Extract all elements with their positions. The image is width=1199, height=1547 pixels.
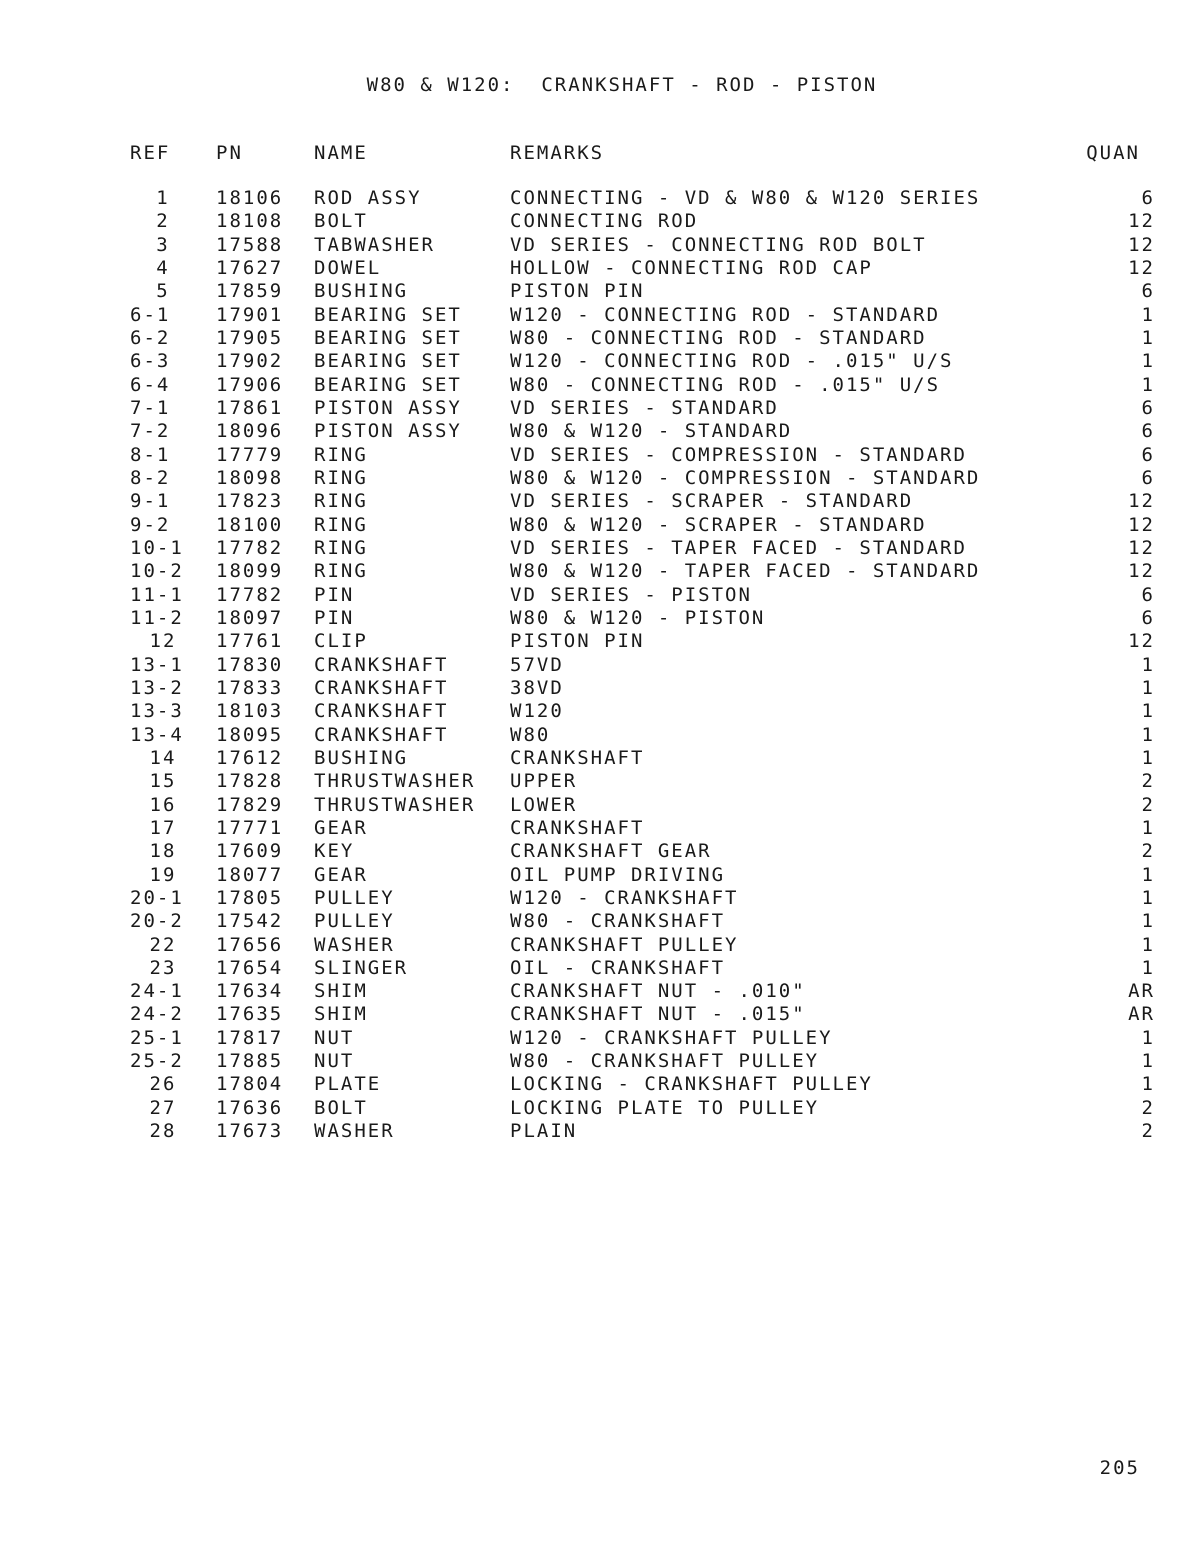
cell-quan: 12 — [1128, 560, 1155, 583]
cell-name: CRANKSHAFT — [314, 723, 449, 746]
cell-pn: 18077 — [216, 863, 284, 886]
cell-name: GEAR — [314, 816, 368, 839]
table-row — [0, 747, 1199, 770]
cell-remarks: W80 & W120 - PISTON — [510, 606, 766, 629]
cell-pn: 17805 — [216, 886, 284, 909]
cell-ref: 16 — [149, 793, 177, 816]
cell-ref: 20-1 — [130, 886, 184, 909]
cell-ref: 17 — [149, 816, 177, 839]
page-number: 205 — [1099, 1457, 1140, 1479]
cell-quan: 6 — [1141, 396, 1155, 419]
table-row — [0, 444, 1199, 467]
cell-name: KEY — [314, 840, 355, 863]
cell-ref: 23 — [149, 956, 177, 979]
cell-quan: 1 — [1141, 676, 1155, 699]
cell-pn: 17654 — [216, 956, 284, 979]
cell-quan: 1 — [1141, 956, 1155, 979]
cell-remarks: CONNECTING - VD & W80 & W120 SERIES — [510, 187, 981, 209]
cell-remarks: W120 - CRANKSHAFT PULLEY — [510, 1026, 833, 1049]
cell-ref: 15 — [149, 770, 177, 793]
cell-pn: 17612 — [216, 746, 284, 769]
cell-quan: 2 — [1141, 1096, 1155, 1119]
table-row — [0, 257, 1199, 280]
cell-name: TABWASHER — [314, 233, 435, 256]
header-quan: QUAN — [1086, 142, 1140, 164]
cell-quan: 6 — [1141, 443, 1155, 466]
cell-name: SLINGER — [314, 956, 409, 979]
cell-ref: 25-2 — [130, 1050, 184, 1073]
cell-remarks: PISTON PIN — [510, 280, 645, 303]
cell-ref: 3 — [156, 233, 170, 256]
cell-pn: 17828 — [216, 770, 284, 793]
table-row — [0, 910, 1199, 933]
cell-ref: 2 — [156, 210, 170, 233]
cell-name: PISTON ASSY — [314, 420, 462, 443]
table-row — [0, 350, 1199, 373]
cell-ref: 10-1 — [130, 536, 184, 559]
cell-pn: 17817 — [216, 1026, 284, 1049]
cell-pn: 17673 — [216, 1120, 284, 1143]
cell-name: DOWEL — [314, 256, 382, 279]
table-row — [0, 724, 1199, 747]
cell-name: WASHER — [314, 1120, 395, 1143]
cell-pn: 18096 — [216, 420, 284, 443]
cell-name: CRANKSHAFT — [314, 700, 449, 723]
table-row — [0, 957, 1199, 980]
cell-remarks: CRANKSHAFT NUT - .010" — [510, 980, 806, 1003]
cell-name: THRUSTWASHER — [314, 793, 476, 816]
cell-name: BOLT — [314, 1096, 368, 1119]
cell-quan: 2 — [1141, 1120, 1155, 1143]
table-row — [0, 187, 1199, 210]
cell-quan: 2 — [1141, 793, 1155, 816]
cell-quan: 12 — [1128, 490, 1155, 513]
table-row — [0, 817, 1199, 840]
cell-quan: 1 — [1141, 746, 1155, 769]
cell-remarks: W80 - CONNECTING ROD - STANDARD — [510, 326, 927, 349]
cell-ref: 12 — [149, 630, 177, 653]
cell-pn: 17861 — [216, 396, 284, 419]
cell-remarks: W120 - CONNECTING ROD - .015" U/S — [510, 350, 954, 373]
cell-quan: 1 — [1141, 886, 1155, 909]
cell-name: PULLEY — [314, 886, 395, 909]
cell-remarks: PISTON PIN — [510, 630, 645, 653]
cell-quan: 12 — [1128, 256, 1155, 279]
cell-ref: 25-1 — [130, 1026, 184, 1049]
cell-name: RING — [314, 443, 368, 466]
cell-quan: 6 — [1141, 583, 1155, 606]
table-header — [0, 142, 1199, 166]
cell-ref: 13-3 — [130, 700, 184, 723]
cell-ref: 14 — [149, 746, 177, 769]
cell-pn: 17906 — [216, 373, 284, 396]
table-row — [0, 280, 1199, 303]
cell-name: GEAR — [314, 863, 368, 886]
cell-ref: 6-2 — [130, 326, 171, 349]
table-row — [0, 1097, 1199, 1120]
cell-pn: 18098 — [216, 466, 284, 489]
cell-remarks: LOCKING - CRANKSHAFT PULLEY — [510, 1073, 873, 1096]
cell-pn: 17885 — [216, 1050, 284, 1073]
cell-ref: 6-1 — [130, 303, 171, 326]
cell-quan: 12 — [1128, 630, 1155, 653]
cell-quan: 6 — [1141, 606, 1155, 629]
cell-quan: 6 — [1141, 187, 1155, 209]
cell-ref: 18 — [149, 840, 177, 863]
cell-quan: 1 — [1141, 373, 1155, 396]
page-title: W80 & W120: CRANKSHAFT - ROD - PISTON — [366, 74, 878, 96]
cell-pn: 17588 — [216, 233, 284, 256]
cell-ref: 7-2 — [130, 420, 171, 443]
cell-name: NUT — [314, 1026, 355, 1049]
cell-name: BEARING SET — [314, 350, 462, 373]
cell-remarks: OIL - CRANKSHAFT — [510, 956, 726, 979]
table-row — [0, 980, 1199, 1003]
cell-pn: 17901 — [216, 303, 284, 326]
cell-quan: 6 — [1141, 280, 1155, 303]
cell-ref: 6-4 — [130, 373, 171, 396]
cell-pn: 17636 — [216, 1096, 284, 1119]
cell-remarks: PLAIN — [510, 1120, 578, 1143]
parts-table — [0, 187, 1199, 1143]
cell-remarks: VD SERIES - TAPER FACED - STANDARD — [510, 536, 967, 559]
table-row — [0, 490, 1199, 513]
cell-name: BOLT — [314, 210, 368, 233]
cell-ref: 9-1 — [130, 490, 171, 513]
cell-name: BUSHING — [314, 280, 409, 303]
cell-name: SHIM — [314, 1003, 368, 1026]
table-row — [0, 467, 1199, 490]
cell-pn: 18100 — [216, 513, 284, 536]
cell-ref: 6-3 — [130, 350, 171, 373]
cell-remarks: CRANKSHAFT NUT - .015" — [510, 1003, 806, 1026]
cell-name: RING — [314, 536, 368, 559]
cell-quan: 1 — [1141, 350, 1155, 373]
cell-remarks: LOWER — [510, 793, 578, 816]
cell-name: PIN — [314, 583, 355, 606]
cell-pn: 17905 — [216, 326, 284, 349]
table-row — [0, 677, 1199, 700]
header-ref: REF — [130, 142, 171, 164]
cell-remarks: W80 - CRANKSHAFT — [510, 910, 726, 933]
cell-ref: 13-4 — [130, 723, 184, 746]
cell-name: THRUSTWASHER — [314, 770, 476, 793]
cell-quan: 1 — [1141, 910, 1155, 933]
cell-quan: 1 — [1141, 700, 1155, 723]
table-row — [0, 1073, 1199, 1096]
cell-remarks: W120 - CONNECTING ROD - STANDARD — [510, 303, 941, 326]
table-row — [0, 327, 1199, 350]
cell-ref: 5 — [156, 280, 170, 303]
cell-quan: 12 — [1128, 233, 1155, 256]
cell-remarks: CONNECTING ROD — [510, 210, 699, 233]
cell-name: CRANKSHAFT — [314, 653, 449, 676]
cell-pn: 17627 — [216, 256, 284, 279]
cell-name: CLIP — [314, 630, 368, 653]
cell-ref: 4 — [156, 256, 170, 279]
table-row — [0, 560, 1199, 583]
table-row — [0, 654, 1199, 677]
cell-ref: 27 — [149, 1096, 177, 1119]
cell-remarks: VD SERIES - STANDARD — [510, 396, 779, 419]
cell-pn: 18095 — [216, 723, 284, 746]
cell-quan: 1 — [1141, 863, 1155, 886]
cell-remarks: OIL PUMP DRIVING — [510, 863, 726, 886]
cell-name: WASHER — [314, 933, 395, 956]
cell-ref: 13-2 — [130, 676, 184, 699]
cell-ref: 22 — [149, 933, 177, 956]
cell-remarks: W80 & W120 - SCRAPER - STANDARD — [510, 513, 927, 536]
cell-remarks: VD SERIES - PISTON — [510, 583, 752, 606]
cell-name: RING — [314, 513, 368, 536]
cell-ref: 19 — [149, 863, 177, 886]
cell-remarks: CRANKSHAFT PULLEY — [510, 933, 739, 956]
cell-quan: 12 — [1128, 536, 1155, 559]
cell-pn: 17779 — [216, 443, 284, 466]
cell-remarks: W120 - CRANKSHAFT — [510, 886, 739, 909]
cell-pn: 17609 — [216, 840, 284, 863]
table-row — [0, 1120, 1199, 1143]
cell-name: PULLEY — [314, 910, 395, 933]
cell-pn: 18108 — [216, 210, 284, 233]
table-row — [0, 840, 1199, 863]
cell-remarks: HOLLOW - CONNECTING ROD CAP — [510, 256, 873, 279]
cell-remarks: W120 — [510, 700, 564, 723]
cell-ref: 10-2 — [130, 560, 184, 583]
table-row — [0, 374, 1199, 397]
cell-quan: 1 — [1141, 933, 1155, 956]
table-row — [0, 537, 1199, 560]
cell-pn: 17833 — [216, 676, 284, 699]
cell-remarks: W80 - CRANKSHAFT PULLEY — [510, 1050, 820, 1073]
table-row — [0, 794, 1199, 817]
cell-pn: 17542 — [216, 910, 284, 933]
table-row — [0, 1050, 1199, 1073]
cell-name: BEARING SET — [314, 373, 462, 396]
cell-pn: 17902 — [216, 350, 284, 373]
cell-remarks: W80 — [510, 723, 551, 746]
cell-name: RING — [314, 560, 368, 583]
cell-ref: 13-1 — [130, 653, 184, 676]
header-name: NAME — [314, 142, 368, 164]
cell-quan: 2 — [1141, 840, 1155, 863]
table-row — [0, 700, 1199, 723]
cell-name: CRANKSHAFT — [314, 676, 449, 699]
cell-remarks: W80 & W120 - STANDARD — [510, 420, 793, 443]
cell-pn: 17761 — [216, 630, 284, 653]
cell-remarks: UPPER — [510, 770, 578, 793]
cell-name: NUT — [314, 1050, 355, 1073]
cell-pn: 17635 — [216, 1003, 284, 1026]
cell-name: PIN — [314, 606, 355, 629]
cell-remarks: W80 & W120 - TAPER FACED - STANDARD — [510, 560, 981, 583]
cell-quan: 12 — [1128, 513, 1155, 536]
cell-pn: 17782 — [216, 583, 284, 606]
cell-quan: AR — [1128, 1003, 1155, 1026]
table-row — [0, 584, 1199, 607]
table-row — [0, 864, 1199, 887]
cell-pn: 17656 — [216, 933, 284, 956]
table-row — [0, 1003, 1199, 1026]
cell-quan: 1 — [1141, 1073, 1155, 1096]
cell-pn: 18106 — [216, 187, 284, 209]
cell-quan: 1 — [1141, 303, 1155, 326]
cell-ref: 11-2 — [130, 606, 184, 629]
cell-name: SHIM — [314, 980, 368, 1003]
cell-ref: 24-1 — [130, 980, 184, 1003]
table-row — [0, 630, 1199, 653]
cell-name: BEARING SET — [314, 326, 462, 349]
cell-ref: 11-1 — [130, 583, 184, 606]
cell-ref: 1 — [156, 187, 170, 209]
cell-quan: 1 — [1141, 816, 1155, 839]
cell-name: ROD ASSY — [314, 187, 422, 209]
cell-remarks: CRANKSHAFT — [510, 746, 645, 769]
cell-pn: 17830 — [216, 653, 284, 676]
cell-quan: 1 — [1141, 326, 1155, 349]
table-row — [0, 397, 1199, 420]
cell-remarks: VD SERIES - COMPRESSION - STANDARD — [510, 443, 967, 466]
cell-ref: 28 — [149, 1120, 177, 1143]
cell-remarks: LOCKING PLATE TO PULLEY — [510, 1096, 820, 1119]
table-row — [0, 770, 1199, 793]
cell-pn: 17771 — [216, 816, 284, 839]
cell-ref: 24-2 — [130, 1003, 184, 1026]
cell-name: BUSHING — [314, 746, 409, 769]
cell-remarks: VD SERIES - CONNECTING ROD BOLT — [510, 233, 927, 256]
cell-pn: 17804 — [216, 1073, 284, 1096]
cell-pn: 17823 — [216, 490, 284, 513]
cell-quan: 6 — [1141, 466, 1155, 489]
cell-remarks: W80 & W120 - COMPRESSION - STANDARD — [510, 466, 981, 489]
cell-ref: 7-1 — [130, 396, 171, 419]
table-row — [0, 1027, 1199, 1050]
cell-remarks: 57VD — [510, 653, 564, 676]
cell-quan: 1 — [1141, 653, 1155, 676]
cell-remarks: CRANKSHAFT — [510, 816, 645, 839]
table-row — [0, 210, 1199, 233]
cell-pn: 17782 — [216, 536, 284, 559]
cell-pn: 18097 — [216, 606, 284, 629]
cell-name: RING — [314, 490, 368, 513]
cell-ref: 8-2 — [130, 466, 171, 489]
cell-ref: 9-2 — [130, 513, 171, 536]
table-row — [0, 887, 1199, 910]
cell-pn: 17634 — [216, 980, 284, 1003]
table-row — [0, 934, 1199, 957]
table-row — [0, 607, 1199, 630]
header-pn: PN — [216, 142, 243, 164]
cell-ref: 20-2 — [130, 910, 184, 933]
cell-name: PISTON ASSY — [314, 396, 462, 419]
table-row — [0, 514, 1199, 537]
cell-quan: 6 — [1141, 420, 1155, 443]
cell-pn: 17859 — [216, 280, 284, 303]
cell-ref: 26 — [149, 1073, 177, 1096]
table-row — [0, 304, 1199, 327]
cell-pn: 17829 — [216, 793, 284, 816]
cell-quan: 1 — [1141, 1050, 1155, 1073]
header-remarks: REMARKS — [510, 142, 605, 164]
cell-quan: AR — [1128, 980, 1155, 1003]
cell-quan: 12 — [1128, 210, 1155, 233]
cell-remarks: CRANKSHAFT GEAR — [510, 840, 712, 863]
cell-name: BEARING SET — [314, 303, 462, 326]
cell-pn: 18099 — [216, 560, 284, 583]
cell-remarks: 38VD — [510, 676, 564, 699]
cell-name: PLATE — [314, 1073, 382, 1096]
cell-remarks: W80 - CONNECTING ROD - .015" U/S — [510, 373, 941, 396]
cell-quan: 1 — [1141, 723, 1155, 746]
cell-remarks: VD SERIES - SCRAPER - STANDARD — [510, 490, 914, 513]
table-row — [0, 420, 1199, 443]
table-row — [0, 234, 1199, 257]
cell-quan: 1 — [1141, 1026, 1155, 1049]
cell-pn: 18103 — [216, 700, 284, 723]
cell-name: RING — [314, 466, 368, 489]
cell-ref: 8-1 — [130, 443, 171, 466]
cell-quan: 2 — [1141, 770, 1155, 793]
